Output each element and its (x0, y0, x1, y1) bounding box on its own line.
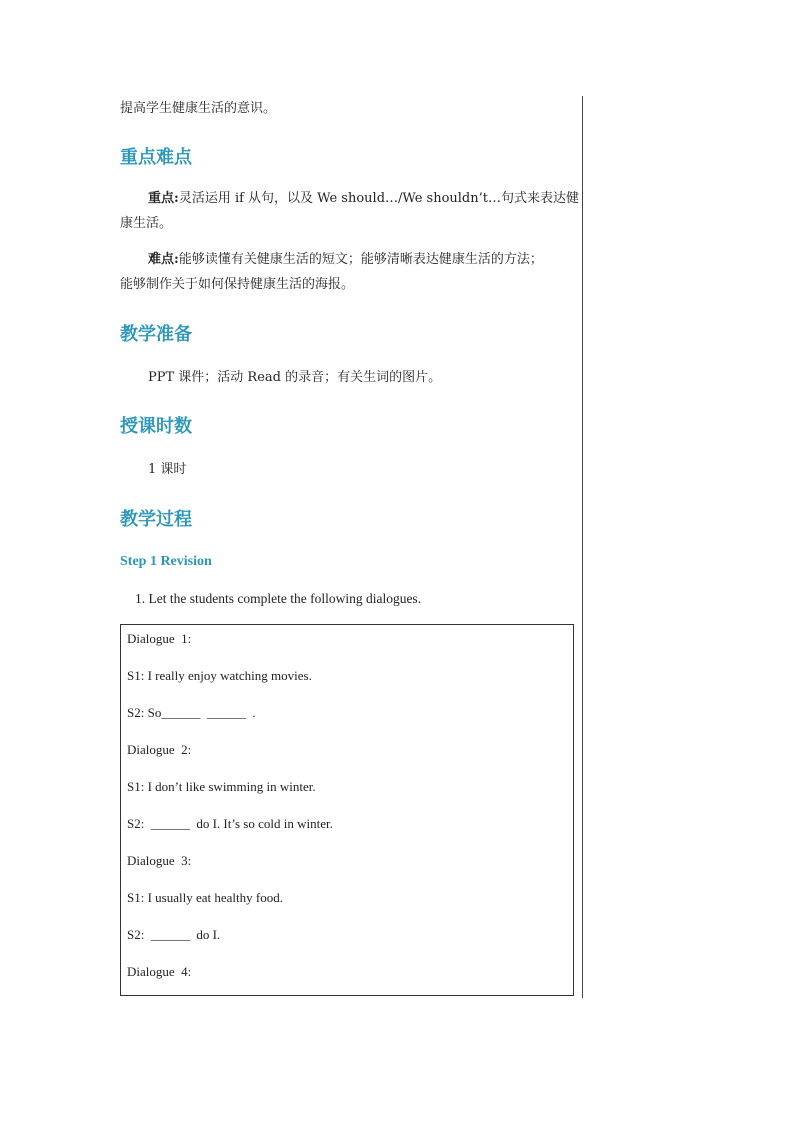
heading-hours: 授课时数 (120, 416, 192, 437)
difficulty-label: 难点: (148, 252, 179, 267)
step1-heading: Step 1 Revision (120, 554, 212, 569)
dialogue-line: S1: I really enjoy watching movies. (127, 668, 312, 683)
difficulty-line-1 (148, 247, 543, 273)
hours-text: 1 课时 (148, 462, 187, 477)
heading-process: 教学过程 (120, 509, 192, 530)
preparation-text: PPT 课件；活动 Read 的录音；有关生词的图片。 (148, 370, 442, 385)
dialogue-line: Dialogue 4: (127, 964, 192, 979)
focus-label: 重点: (148, 191, 179, 206)
dialogue-box (120, 624, 574, 996)
difficulty-line-2: 能够制作关于如何保持健康生活的海报。 (120, 277, 355, 292)
instruction-text: 1. Let the students complete the following dialogues. (135, 591, 422, 606)
difficulty-text-1: 能够读懂有关健康生活的短文；能够清晰表达健康生活的方法； (178, 252, 543, 267)
page-margin-rule (582, 96, 583, 998)
dialogue-line: S1: I usually eat healthy food. (127, 890, 283, 905)
dialogue-line: Dialogue 1: (127, 631, 192, 646)
focus-line-1 (148, 186, 579, 212)
dialogue-line: Dialogue 2: (127, 742, 192, 757)
heading-preparation: 教学准备 (120, 324, 192, 345)
dialogue-line: S2: ______ do I. (127, 927, 221, 942)
dialogue-line: S1: I don’t like swimming in winter. (127, 779, 316, 794)
dialogue-line: Dialogue 3: (127, 853, 192, 868)
heading-key-points: 重点难点 (120, 147, 192, 168)
focus-text-1: 灵活运用 if 从句，以及 We should…/We shouldn’t…句式来表达健 (178, 191, 579, 206)
dialogue-line: S2: So______ ______ . (127, 705, 256, 720)
dialogue-line: S2: ______ do I. It’s so cold in winter. (127, 816, 333, 831)
focus-line-2: 康生活。 (120, 216, 173, 231)
intro-line: 提高学生健康生活的意识。 (120, 101, 277, 116)
